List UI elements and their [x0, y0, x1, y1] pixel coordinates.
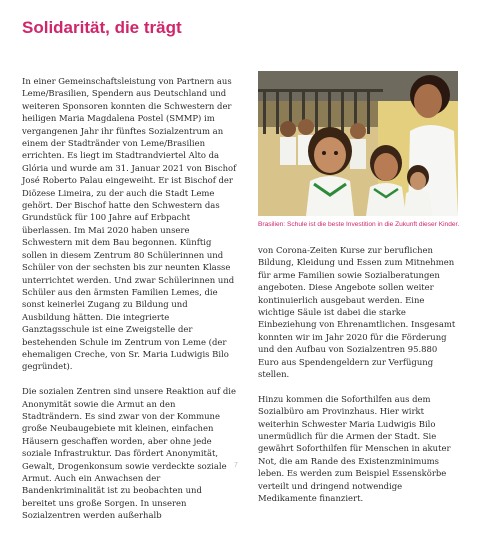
- page-title: Solidarität, die trägt: [22, 18, 182, 37]
- left-text-column: [22, 75, 238, 534]
- body-paragraph: In einer Gemeinschaftsleistung von Partnern aus Leme/Brasilien, Spendern aus Deutschland und weiteren Sponsoren konnten die Schwestern der heiligen Maria Magdalena Postel (SMMP) im vergangenen Jahr ihr fünftes Sozialzentrum an einem der Stadtränder von Leme/Brasilien errichten. Es liegt im Stadtrandviertel Alto da Glória und wurde am 31. Januar 2021 von Bischof José Roberto Palau eingeweiht. Er ist Bischof der Diözese Limeira, zu der auch die Stadt Leme gehört. Der Bischof hatte den Schwestern das Grundstück für 100 Jahre auf Erbpacht überlassen. Im Mai 2020 haben unsere Schwestern mit dem Bau begonnen. Künftig sollen in diesem Zentrum 80 Schülerinnen und Schüler von der sechsten bis zur neunten Klasse unterrichtet werden. Und zwar Schülerinnen und Schüler aus den ärmsten Familien Lemes, die sonst keinerlei Zugang zu Bildung und Ausbildung hätten. Die integrierte Ganztagsschule ist eine Zweigstelle der bestehenden Schule im Zentrum von Leme (der ehemaligen Creche, von Sr. Maria Ludwigis Bilo gegründet).: [22, 76, 237, 372]
- children-photo: [258, 71, 458, 216]
- page-number: 7: [234, 462, 238, 469]
- body-paragraph: von Corona-Zeiten Kurse zur beruflichen Bildung, Kleidung und Essen zum Mitnehmen für arme Familien sowie Sozialberatungen angeboten. Diese Angebote sollen weiter kontinuierlich ausgebaut werden. Eine wichtige Säule ist dabei die starke Einbeziehung von Ehrenamtlichen. Insgesamt konnten wir im Jahr 2020 für die Förderung und den Aufbau von Sozialzentren 95.880 Euro aus Spendengeldern zur Verfügung stellen.: [258, 245, 456, 380]
- photo-caption: Brasilien: Schule ist die beste Investition in die Zukunft dieser Kinder.: [258, 221, 460, 228]
- body-paragraph: Die sozialen Zentren sind unsere Reaktion auf die Anonymität sowie die Armut an den Stadträndern. Es sind zwar von der Kommune große Neubaugebiete mit kleinen, einfachen Häusern geschaffen worden, aber ohne jede soziale Infrastruktur. Das fördert Anonymität, Gewalt, Drogenkonsum sowie verdeckte soziale Armut. Auch ein Anwachsen der Bandenkriminalität ist zu beobachten und bereitet uns große Sorgen. In unseren Sozialzentren werden außerhalb: [22, 386, 236, 521]
- body-paragraph: Hinzu kommen die Soforthilfen aus dem Sozialbüro am Provinzhaus. Hier wirkt weiterhin Schwester Maria Ludwigis Bilo unermüdlich für die Armen der Stadt. Sie gewährt Soforthilfen für Menschen in akuter Not, die am Rande des Existenzminimums leben. Es werden zum Beispiel Essenskörbe verteilt und dringend notwendige Medikamente finanziert.: [258, 393, 451, 504]
- right-text-column: [258, 244, 458, 517]
